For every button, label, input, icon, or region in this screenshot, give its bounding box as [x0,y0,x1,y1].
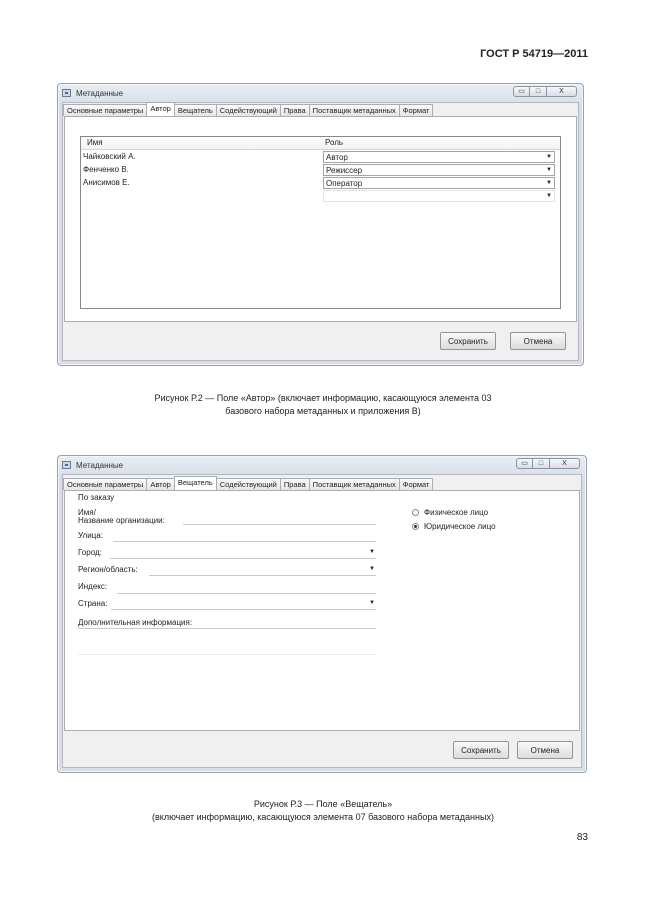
grid-header [81,137,560,150]
figure-caption [0,392,646,418]
table-row-new[interactable] [81,190,560,203]
minimize-button[interactable]: ▭ [516,458,533,469]
author-tab-panel [64,116,577,322]
organization-name-input[interactable] [183,524,376,525]
city-label: Город: [78,548,102,557]
role-dropdown[interactable] [323,164,555,176]
app-icon [62,89,71,97]
tab-rights[interactable]: Права [280,104,310,116]
tab-broadcaster[interactable]: Вещатель [174,104,217,116]
radio-individual-label[interactable]: Физическое лицо [424,508,489,517]
street-input[interactable] [113,541,376,542]
table-row[interactable] [81,164,560,177]
tab-strip [63,104,432,116]
column-header-role[interactable]: Роль [325,138,344,147]
cancel-button[interactable]: Отмена [517,741,573,759]
close-button[interactable]: X [547,86,577,97]
country-dropdown[interactable] [111,609,376,610]
tab-strip [63,478,432,490]
app-icon [62,461,71,469]
dropdown-arrow-icon: ▼ [546,193,552,199]
tab-format[interactable]: Формат [399,104,434,116]
standard-number: ГОСТ Р 54719—2011 [480,48,588,60]
window-controls [513,86,577,97]
radio-individual[interactable] [412,509,419,516]
divider [78,654,376,655]
role-value: Автор [326,153,348,162]
by-order-label: По заказу [78,493,115,502]
street-label: Улица: [78,531,103,540]
role-dropdown[interactable] [323,151,555,163]
index-label: Индекс: [78,582,108,591]
country-label: Страна: [78,599,108,608]
name-label-line1: Имя/ [78,508,96,517]
maximize-button[interactable]: □ [533,458,550,469]
tab-metadata-provider[interactable]: Поставщик метаданных [309,104,400,116]
author-name: Анисимов Е. [83,178,130,187]
tab-format[interactable]: Формат [399,478,434,490]
tab-main-params[interactable]: Основные параметры [63,478,147,490]
tab-contributor[interactable]: Содействующий [216,478,281,490]
page-number: 83 [576,832,588,843]
tab-main-params[interactable]: Основные параметры [63,104,147,116]
name-label [78,509,165,525]
close-button[interactable]: X [550,458,580,469]
tab-contributor[interactable]: Содействующий [216,104,281,116]
author-name: Чайковский А. [83,152,136,161]
region-label: Регион/область: [78,565,138,574]
metadata-window-broadcaster [57,455,587,773]
minimize-button[interactable]: ▭ [513,86,530,97]
tab-rights[interactable]: Права [280,478,310,490]
radio-legal-entity[interactable] [412,523,419,530]
additional-info-label: Дополнительная информация: [78,618,193,627]
table-row[interactable] [81,151,560,164]
caption-line: базового набора метаданных и приложения В) [225,406,421,416]
caption-line: (включает информацию, касающуюся элемента 07 базового набора метаданных) [152,812,494,822]
window-controls [516,458,580,469]
table-row[interactable] [81,177,560,190]
radio-legal-entity-label[interactable]: Юридическое лицо [424,522,496,531]
dropdown-arrow-icon[interactable]: ▼ [369,549,375,555]
tab-author[interactable]: Автор [146,478,175,490]
save-button[interactable]: Сохранить [440,332,496,350]
name-label-line2: Название организации: [78,516,165,525]
role-dropdown[interactable] [323,190,555,202]
role-value: Оператор [326,179,363,188]
dropdown-arrow-icon: ▼ [546,180,552,186]
dropdown-arrow-icon[interactable]: ▼ [369,566,375,572]
dropdown-arrow-icon: ▼ [546,167,552,173]
tab-metadata-provider[interactable]: Поставщик метаданных [309,478,400,490]
window-title: Метаданные [76,89,124,98]
role-value: Режиссер [326,166,363,175]
tab-broadcaster[interactable]: Вещатель [174,476,217,490]
window-client [62,474,582,768]
author-name: Фенченко В. [83,165,129,174]
role-dropdown[interactable] [323,177,555,189]
dropdown-arrow-icon: ▼ [546,154,552,160]
author-grid [80,136,561,309]
caption-line: Рисунок Р.3 — Поле «Вещатель» [253,799,393,809]
window-client [62,102,579,361]
maximize-button[interactable]: □ [530,86,547,97]
window-title: Метаданные [76,461,124,470]
figure-caption [0,798,646,824]
index-input[interactable] [117,593,376,594]
broadcaster-tab-panel [64,490,580,731]
additional-info-input[interactable] [78,628,376,629]
save-button[interactable]: Сохранить [453,741,509,759]
region-dropdown[interactable] [149,575,376,576]
metadata-window-author [57,83,584,366]
dropdown-arrow-icon[interactable]: ▼ [369,600,375,606]
cancel-button[interactable]: Отмена [510,332,566,350]
tab-author[interactable]: Автор [146,102,175,116]
caption-line: Рисунок Р.2 — Поле «Автор» (включает информацию, касающуюся элемента 03 [154,393,492,403]
city-dropdown[interactable] [110,558,376,559]
column-header-name[interactable]: Имя [87,138,103,147]
